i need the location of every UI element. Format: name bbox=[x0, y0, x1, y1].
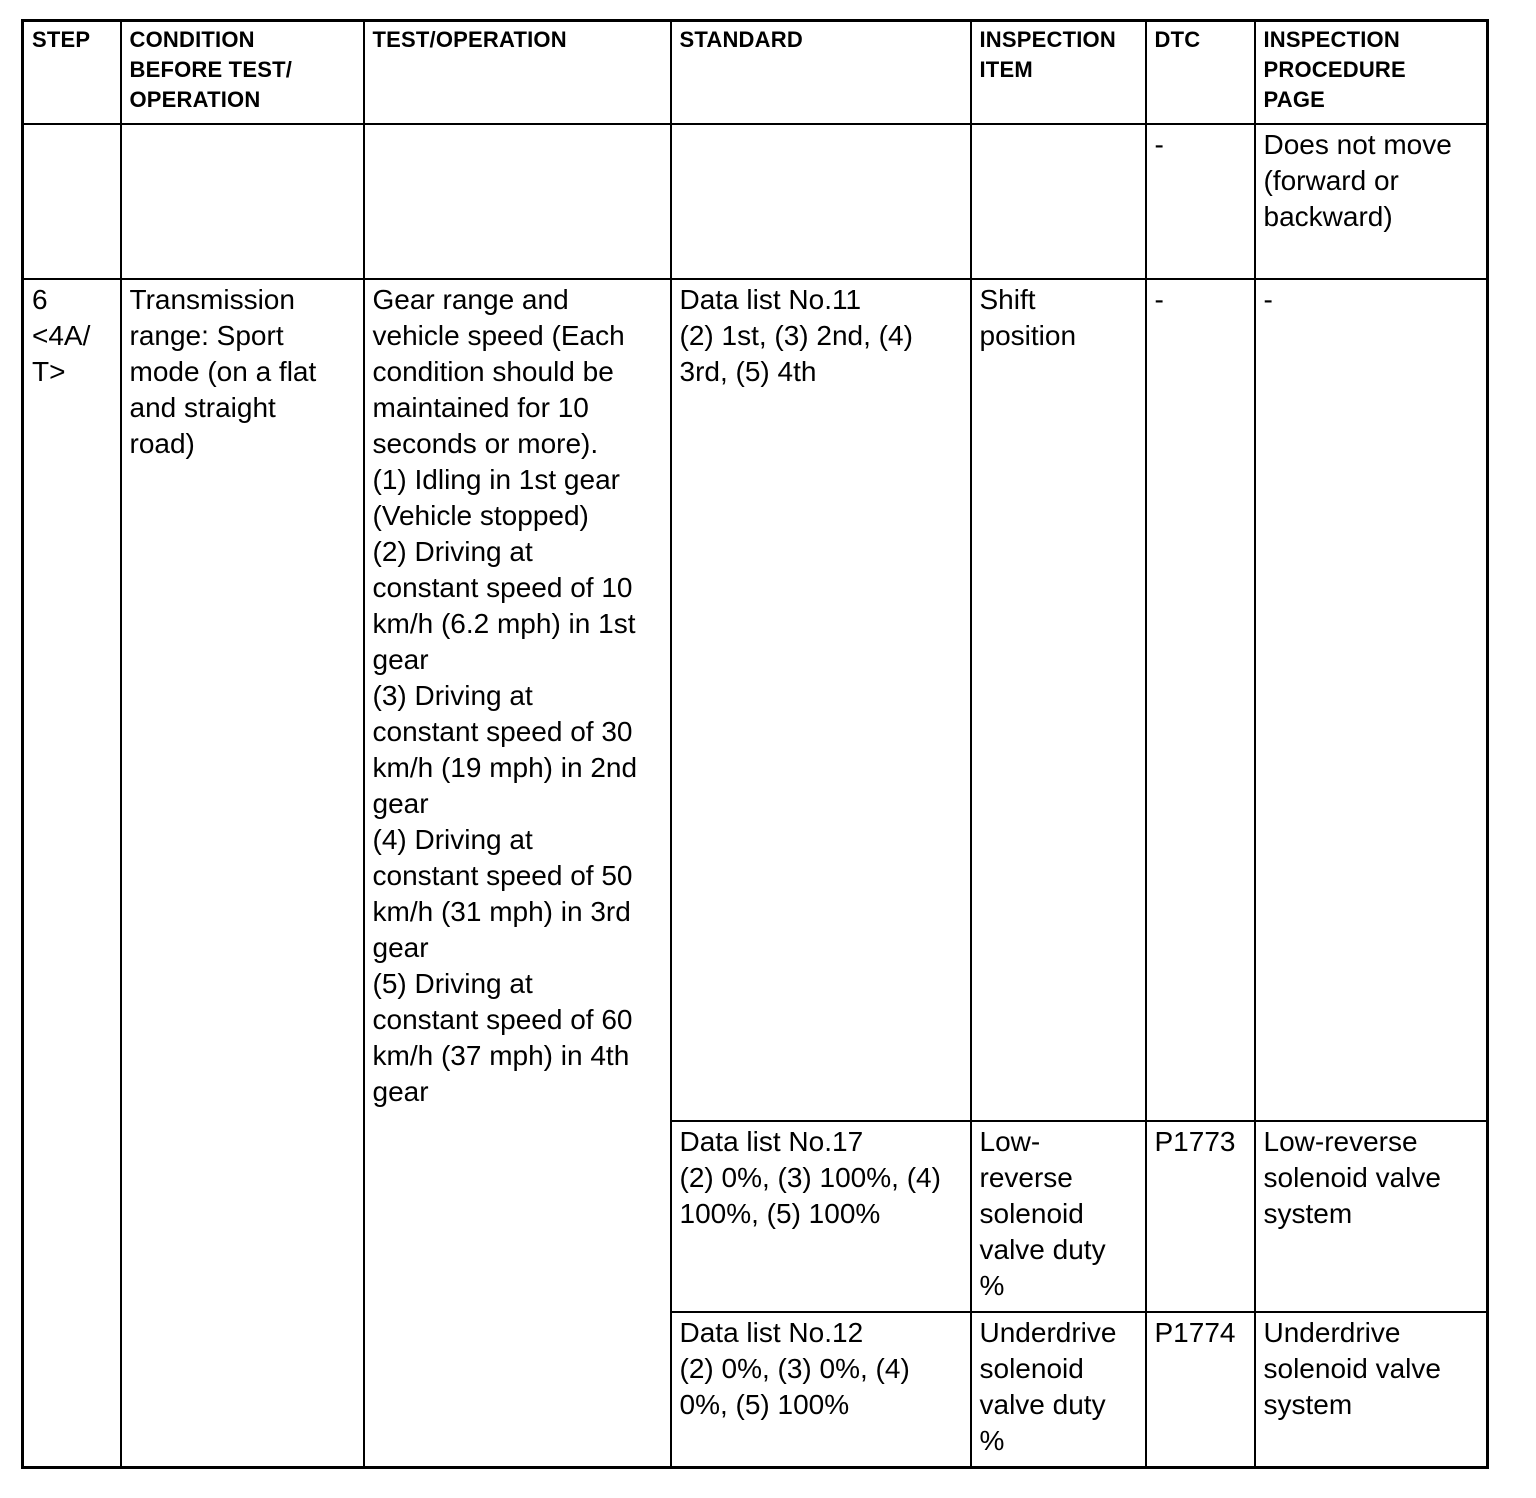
cell-procedure: Low-reverse solenoid valve system bbox=[1255, 1121, 1488, 1312]
cell-dtc: - bbox=[1146, 279, 1255, 1121]
inspection-table bbox=[21, 19, 1489, 1469]
header-test-operation: TEST/OPERATION bbox=[364, 21, 671, 124]
header-row bbox=[23, 21, 1488, 124]
header-standard: STANDARD bbox=[671, 21, 971, 124]
header-step: STEP bbox=[23, 21, 121, 124]
header-dtc: DTC bbox=[1146, 21, 1255, 124]
cell-inspection-item bbox=[971, 124, 1146, 279]
cell-inspection-item: Underdrive solenoid valve duty % bbox=[971, 1312, 1146, 1468]
cell-condition bbox=[121, 124, 364, 279]
cell-condition: Transmission range: Sport mode (on a flat and straight road) bbox=[121, 279, 364, 1468]
table-row bbox=[23, 124, 1488, 279]
cell-procedure: Underdrive solenoid valve system bbox=[1255, 1312, 1488, 1468]
cell-standard bbox=[671, 124, 971, 279]
cell-procedure: - bbox=[1255, 279, 1488, 1121]
cell-step: 6 <4A/ T> bbox=[23, 279, 121, 1468]
cell-procedure: Does not move (forward or backward) bbox=[1255, 124, 1488, 279]
table-row bbox=[23, 279, 1488, 1121]
cell-test-operation bbox=[364, 124, 671, 279]
cell-dtc: P1774 bbox=[1146, 1312, 1255, 1468]
cell-standard: Data list No.12 (2) 0%, (3) 0%, (4) 0%, (5) 100% bbox=[671, 1312, 971, 1468]
header-condition: CONDITION BEFORE TEST/ OPERATION bbox=[121, 21, 364, 124]
cell-test-operation: Gear range and vehicle speed (Each condition should be maintained for 10 seconds or more). (1) Idling in 1st gear (Vehicle stopped) (2) Driving at constant speed of 10 km/h (6.2 mph) in 1st gear (3) Driving at constant speed of 30 km/h (19 mph) in 2nd gear (4) Driving at constant speed of 50 km/h (31 mph) in 3rd gear (5) Driving at constant speed of 60 km/h (37 mph) in 4th gear bbox=[364, 279, 671, 1468]
cell-step bbox=[23, 124, 121, 279]
cell-dtc: - bbox=[1146, 124, 1255, 279]
cell-standard: Data list No.11 (2) 1st, (3) 2nd, (4) 3rd, (5) 4th bbox=[671, 279, 971, 1121]
cell-standard: Data list No.17 (2) 0%, (3) 100%, (4) 100%, (5) 100% bbox=[671, 1121, 971, 1312]
cell-dtc: P1773 bbox=[1146, 1121, 1255, 1312]
header-inspection-item: INSPECTION ITEM bbox=[971, 21, 1146, 124]
cell-inspection-item: Shift position bbox=[971, 279, 1146, 1121]
cell-inspection-item: Low- reverse solenoid valve duty % bbox=[971, 1121, 1146, 1312]
header-inspection-procedure-page: INSPECTION PROCEDURE PAGE bbox=[1255, 21, 1488, 124]
